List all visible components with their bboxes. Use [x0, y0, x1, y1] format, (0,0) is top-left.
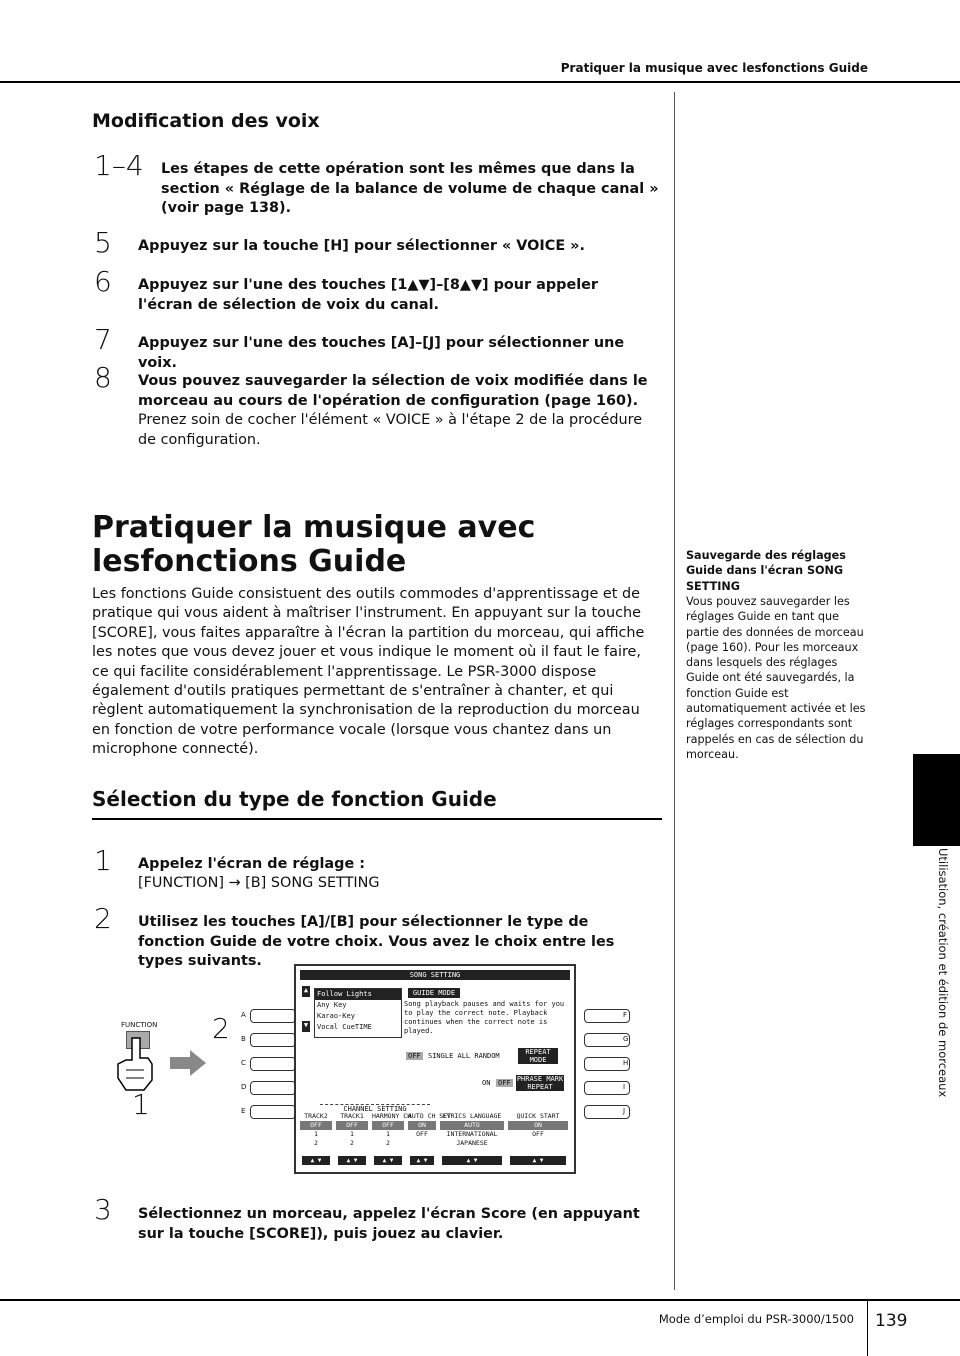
- lcd-title: SONG SETTING: [300, 970, 570, 980]
- chapter-tab-text: Utilisation, création et édition de morceaux: [936, 848, 950, 1098]
- lcd-guide-list[interactable]: [314, 988, 402, 1038]
- section-heading-modification: Modification des voix: [92, 110, 320, 132]
- main-title-line2: lesfonctions Guide: [92, 544, 407, 579]
- step-number: 5: [94, 226, 112, 259]
- lcd-repeat-mode: REPEAT MODE: [518, 1048, 558, 1064]
- lcd-setting-value: OFF: [336, 1121, 368, 1130]
- lcd-column-header: LYRICS LANGUAGE: [442, 1112, 502, 1120]
- lcd-phrase-mark: PHRASE MARK REPEAT: [516, 1075, 564, 1091]
- lcd-setting-value: ON: [408, 1121, 436, 1130]
- button-label-a: A: [241, 1011, 246, 1019]
- lcd-channel-setting: CHANNEL SETTING: [320, 1104, 430, 1113]
- arrow-right-icon: [170, 1050, 208, 1076]
- section-rule: [92, 818, 662, 820]
- pointing-hand-icon: [110, 1034, 160, 1094]
- button-label-f: F: [623, 1011, 628, 1019]
- lcd-scroll-arrows: ▲ ▼: [302, 986, 310, 1036]
- lcd-mode-description: Song playback pauses and waits for you to play the correct note. Playback continues when the correct note is played.: [404, 1000, 565, 1035]
- step-text: Les étapes de cette opération sont les mêmes que dans la section « Réglage de la balance de volume de chaque canal » (voir page 138).: [161, 161, 659, 216]
- callout-2: 2: [212, 1012, 230, 1045]
- lcd-updown-arrows[interactable]: ▲ ▼: [510, 1156, 566, 1165]
- header-rule: [0, 81, 960, 83]
- main-title-line1: Pratiquer la musique avec: [92, 510, 536, 545]
- step-number: 1: [94, 844, 112, 877]
- step-text: Appuyez sur l'une des touches [1▲▼]–[8▲▼] pour appeler l'écran de sélection de voix du canal.: [138, 277, 598, 313]
- step-text: Utilisez les touches [A]/[B] pour sélectionner le type de fonction Guide de votre choix. Vous avez le choix entre les types suivants.: [138, 914, 615, 969]
- running-header: Pratiquer la musique avec lesfonctions Guide: [560, 61, 868, 75]
- lcd-column-header: AUTO CH SET: [408, 1112, 452, 1120]
- chapter-tab: [913, 754, 960, 846]
- lcd-updown-arrows[interactable]: ▲ ▼: [302, 1156, 330, 1165]
- lcd-screen: [294, 964, 576, 1174]
- step-number: 1–4: [94, 149, 144, 182]
- button-label-g: G: [623, 1035, 629, 1043]
- lcd-setting-value: OFF: [416, 1130, 428, 1138]
- section-heading-selection: Sélection du type de fonction Guide: [92, 787, 497, 811]
- lcd-phrase-off: OFF: [498, 1079, 511, 1087]
- button-label-i: I: [623, 1083, 626, 1091]
- button-label-c: C: [241, 1059, 246, 1067]
- function-label: FUNCTION: [121, 1021, 158, 1029]
- lcd-setting-value: 1: [314, 1130, 318, 1138]
- panel-button-a[interactable]: [250, 1009, 296, 1023]
- step-note: Prenez soin de cocher l'élément « VOICE » à l'étape 2 de la procédure de configuration.: [138, 412, 643, 448]
- lcd-updown-arrows[interactable]: ▲ ▼: [442, 1156, 502, 1165]
- step-number: 7: [94, 323, 112, 356]
- lcd-updown-arrows[interactable]: ▲ ▼: [338, 1156, 366, 1165]
- intro-paragraph: Les fonctions Guide consistuent des outils commodes d'apprentissage et de pratique qui vous aident à maîtriser l'instrument. En appuyant sur la touche [SCORE], vous faites apparaître à l'écran la partition du morceau, qui affiche les notes que vous devez jouer et vous indique le moment où il faut le faire, ce qui facilite considérablement l'apprentissage. Le PSR-3000 dispose également d'outils pratiques permettant de s'entraîner à chanter, et qui règlent automatiquement la synchronisation de la reproduction du morceau en fonction de votre performance vocale (lorsque vous chantez dans un microphone connecté).: [92, 586, 645, 758]
- panel-button-e[interactable]: [250, 1105, 296, 1119]
- footer-separator: [867, 1299, 868, 1356]
- panel-button-b[interactable]: [250, 1033, 296, 1047]
- lcd-updown-arrows[interactable]: ▲ ▼: [374, 1156, 402, 1165]
- sidebar-title: Sauvegarde des réglages Guide dans l'écran SONG SETTING: [686, 549, 846, 593]
- song-setting-figure: [100, 971, 680, 1185]
- lcd-column-header: HARMONY CH: [372, 1112, 412, 1120]
- panel-button-c[interactable]: [250, 1057, 296, 1071]
- lcd-setting-value: OFF: [532, 1130, 544, 1138]
- step-number: 2: [94, 902, 112, 935]
- button-label-b: B: [241, 1035, 246, 1043]
- lcd-phrase-on: ON: [482, 1079, 491, 1087]
- lcd-setting-value: 2: [314, 1139, 318, 1147]
- lcd-column-header: TRACK2: [304, 1112, 328, 1120]
- lcd-settings-grid: [300, 1112, 570, 1168]
- lcd-column-header: TRACK1: [340, 1112, 364, 1120]
- callout-1: 1: [132, 1088, 150, 1121]
- lcd-setting-value: INTERNATIONAL: [446, 1130, 498, 1138]
- lcd-setting-value: OFF: [300, 1121, 332, 1130]
- lcd-setting-value: OFF: [372, 1121, 404, 1130]
- lcd-updown-arrows[interactable]: ▲ ▼: [410, 1156, 434, 1165]
- page-number: 139: [875, 1311, 908, 1331]
- button-label-e: E: [241, 1107, 246, 1115]
- lcd-list-item-selected[interactable]: Follow Lights: [315, 989, 401, 1000]
- lcd-list-item[interactable]: Vocal CueTIME: [317, 1023, 372, 1031]
- step-text: Appuyez sur l'une des touches [A]–[J] pour sélectionner une voix.: [138, 335, 625, 371]
- step-number: 3: [94, 1193, 112, 1226]
- lcd-repeat-options: SINGLE ALL RANDOM: [428, 1052, 500, 1060]
- step-text: Appuyez sur la touche [H] pour sélectionner « VOICE ».: [138, 238, 585, 254]
- lcd-setting-value: JAPANESE: [456, 1139, 488, 1147]
- lcd-setting-value: ON: [508, 1121, 568, 1130]
- lcd-repeat-off: OFF: [408, 1052, 421, 1060]
- step-text: Sélectionnez un morceau, appelez l'écran Score (en appuyant sur la touche [SCORE]), puis jouez au clavier.: [138, 1206, 640, 1242]
- step-text: Vous pouvez sauvegarder la sélection de voix modifiée dans le morceau au cours de l'opération de configuration (page 160).: [138, 373, 648, 409]
- lcd-setting-value: 1: [350, 1130, 354, 1138]
- lcd-list-item[interactable]: Any Key: [317, 1001, 347, 1009]
- button-label-j: J: [623, 1107, 626, 1115]
- footer-rule: [0, 1299, 960, 1301]
- lcd-setting-value: 2: [350, 1139, 354, 1147]
- button-label-d: D: [241, 1083, 247, 1091]
- step-sub: [FUNCTION] → [B] SONG SETTING: [138, 875, 380, 891]
- lcd-mode-label: GUIDE MODE: [408, 988, 460, 998]
- footer-manual: Mode d’emploi du PSR-3000/1500: [658, 1312, 854, 1326]
- step-number: 8: [94, 361, 112, 394]
- step-number: 6: [94, 265, 112, 298]
- lcd-column-header: QUICK START: [516, 1112, 560, 1120]
- step-text: Appelez l'écran de réglage :: [138, 856, 365, 872]
- lcd-setting-value: 1: [386, 1130, 390, 1138]
- panel-button-d[interactable]: [250, 1081, 296, 1095]
- lcd-setting-value: AUTO: [440, 1121, 504, 1130]
- sidebar-body: Vous pouvez sauvegarder les réglages Guide en tant que partie des données de morceau (page 160). Pour les morceaux dans lesquels des réglages Guide ont été sauvegardés, la fonction Guide est automatiquement activée et les réglages correspondants sont rappelés en cas de sélection du morceau.: [686, 595, 866, 761]
- lcd-list-item[interactable]: Karao-Key: [317, 1012, 355, 1020]
- button-label-h: H: [623, 1059, 629, 1067]
- lcd-setting-value: 2: [386, 1139, 390, 1147]
